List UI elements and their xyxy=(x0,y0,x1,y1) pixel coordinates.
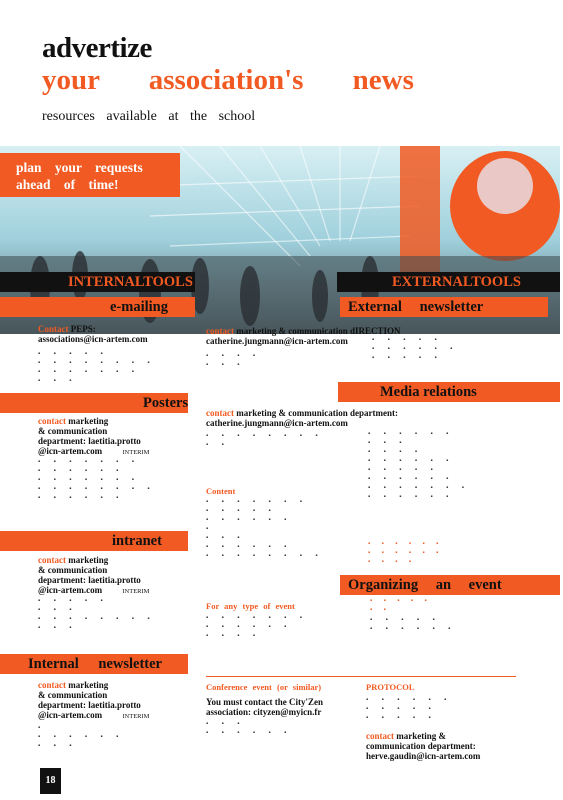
interim-label: INTERIM xyxy=(122,713,150,720)
conference-contact xyxy=(206,697,356,717)
media-relations-heading: Media relations xyxy=(338,382,560,402)
contact-email[interactable]: catherine.jungmann@icn-artem.com xyxy=(206,336,348,346)
contact-email[interactable]: @icn-artem.com xyxy=(38,446,103,456)
contact-text: marketing & communication dIRECTION xyxy=(236,326,401,336)
interim-label: INTERIM xyxy=(122,449,150,456)
contact-text: marketing & communication department: xyxy=(236,408,398,418)
protocol-contact xyxy=(366,731,516,761)
conference-label: Conference event (or similar) xyxy=(206,682,322,692)
conference-line2[interactable]: association: cityzen@myicn.fr xyxy=(206,707,322,717)
page-subtitle: resources available at the school xyxy=(42,109,256,124)
filler-text: ▪ ▪ ▪ ▪ ▪ ▪ ▪ ▪ ▪ ▪ xyxy=(206,433,324,448)
organizing-event-heading: Organizing an event xyxy=(340,575,560,595)
external-newsletter-heading: External newsletter xyxy=(340,297,548,317)
filler-text: ▪ ▪ ▪ ▪ ▪ ▪ ▪ ▪ ▪ ▪ ▪ ▪ ▪ ▪ ▪ ▪ xyxy=(366,697,453,721)
filler-text: ▪ ▪ ▪ ▪ ▪ ▪ ▪ ▪ ▪ ▪ ▪ ▪ ▪ ▪ ▪ ▪ ▪ ▪ ▪ ▪ ▪ ▪ ▪ ▪ ▪ ▪ ▪ ▪ ▪ ▪ ▪ ▪ ▪ ▪ ▪ ▪ xyxy=(206,499,324,559)
interim-label: INTERIM xyxy=(122,588,150,595)
callout-line2: ahead of time! xyxy=(16,177,119,192)
emailing-email[interactable]: associations@icn-artem.com xyxy=(38,334,148,344)
contact-line2: communication department: xyxy=(366,741,476,751)
filler-text: ▪ ▪ ▪ ▪ ▪ ▪ ▪ ▪ ▪ ▪ ▪ ▪ ▪ ▪ ▪ ▪ ▪ ▪ ▪ ▪ ▪ ▪ ▪ xyxy=(38,351,156,384)
contact-label: contact xyxy=(206,408,234,418)
callout-line1: plan your requests xyxy=(16,160,143,175)
filler-text: ▪ ▪ ▪ ▪ ▪ ▪ ▪ ▪ ▪ ▪ ▪ ▪ ▪ ▪ ▪ ▪ ▪ ▪ ▪ xyxy=(38,598,156,631)
intranet-contact xyxy=(38,555,193,597)
contact-label: contact xyxy=(38,416,66,426)
emailing-contact xyxy=(38,324,188,344)
contact-email[interactable]: @icn-artem.com xyxy=(38,710,103,720)
filler-text: ▪ ▪ ▪ ▪ ▪ ▪ ▪ ▪ ▪ ▪ ▪ ▪ ▪ ▪ ▪ ▪ xyxy=(372,337,459,361)
filler-text: ▪ ▪ ▪ ▪ ▪ ▪ ▪ ▪ ▪ ▪ ▪ ▪ ▪ ▪ ▪ ▪ ▪ xyxy=(206,615,308,639)
filler-text: ▪ ▪ ▪ ▪ ▪ ▪ ▪ ▪ ▪ xyxy=(206,721,293,736)
contact-line1: marketing xyxy=(68,555,109,565)
contact-text: PEPS: xyxy=(70,324,96,334)
filler-text-orange: ▪ ▪ ▪ ▪ ▪ ▪ ▪ ▪ ▪ ▪ ▪ ▪ ▪ ▪ ▪ ▪ xyxy=(368,541,444,565)
external-tools-heading: EXTERNALTOOLS xyxy=(392,274,521,290)
contact-line1: marketing xyxy=(68,416,109,426)
contact-line1: marketing & xyxy=(396,731,446,741)
contact-line3: department: laetitia.protto xyxy=(38,575,141,585)
mid-contact-department xyxy=(206,408,466,428)
divider xyxy=(206,676,516,677)
internal-newsletter-contact xyxy=(38,680,193,722)
filler-text-orange: ▪ ▪ ▪ ▪ ▪ ▪ ▪ xyxy=(370,598,432,613)
filler-text: ▪ ▪ ▪ ▪ ▪ ▪ ▪ ▪ ▪ ▪ ▪ ▪ ▪ ▪ ▪ ▪ ▪ ▪ ▪ ▪ ▪ ▪ ▪ ▪ ▪ ▪ ▪ ▪ ▪ ▪ ▪ ▪ ▪ ▪ ▪ ▪ ▪ ▪ ▪ ▪ ▪ ▪ ▪ xyxy=(368,431,470,500)
contact-line2: & communication xyxy=(38,565,108,575)
contact-label: Contact xyxy=(38,324,69,334)
page-number: 18 xyxy=(40,768,61,794)
contact-email[interactable]: @icn-artem.com xyxy=(38,585,103,595)
contact-line2: & communication xyxy=(38,426,108,436)
filler-text: ▪ ▪ ▪ ▪ ▪ ▪ ▪ ▪ ▪ ▪ ▪ xyxy=(370,617,457,632)
contact-label: contact xyxy=(366,731,394,741)
filler-text: ▪ ▪ ▪ ▪ ▪ ▪ ▪ ▪ ▪ ▪ xyxy=(38,725,125,749)
contact-label: contact xyxy=(38,680,66,690)
contact-line3: department: laetitia.protto xyxy=(38,436,141,446)
contact-label: contact xyxy=(206,326,234,336)
filler-text: ▪ ▪ ▪ ▪ ▪ ▪ ▪ ▪ ▪ ▪ ▪ ▪ ▪ ▪ ▪ ▪ ▪ ▪ ▪ ▪ ▪ ▪ ▪ ▪ ▪ ▪ ▪ ▪ ▪ ▪ ▪ ▪ ▪ ▪ xyxy=(38,459,156,501)
contact-line2: & communication xyxy=(38,690,108,700)
internal-tools-heading: INTERNALTOOLS xyxy=(68,274,193,290)
protocol-label: PROTOCOL xyxy=(366,682,415,692)
contact-email[interactable]: herve.gaudin@icn-artem.com xyxy=(366,751,481,761)
internal-newsletter-heading: Internal newsletter xyxy=(0,654,188,674)
emailing-heading: e-mailing xyxy=(0,297,195,317)
filler-text: ▪ ▪ ▪ ▪ ▪ ▪ ▪ xyxy=(206,353,262,368)
conference-line1: You must contact the City'Zen xyxy=(206,697,323,707)
contact-email[interactable]: catherine.jungmann@icn-artem.com xyxy=(206,418,348,428)
contact-line3: department: laetitia.protto xyxy=(38,700,141,710)
posters-contact xyxy=(38,416,193,458)
plan-ahead-callout xyxy=(0,153,180,197)
posters-heading: Posters xyxy=(0,393,188,413)
any-event-label: For any type of event xyxy=(206,601,295,611)
content-label: Content xyxy=(206,486,236,496)
page-title: advertize xyxy=(42,32,152,64)
contact-line1: marketing xyxy=(68,680,109,690)
contact-label: contact xyxy=(38,555,66,565)
intranet-heading: intranet xyxy=(0,531,188,551)
page-title-line2: your association's news xyxy=(42,64,414,96)
